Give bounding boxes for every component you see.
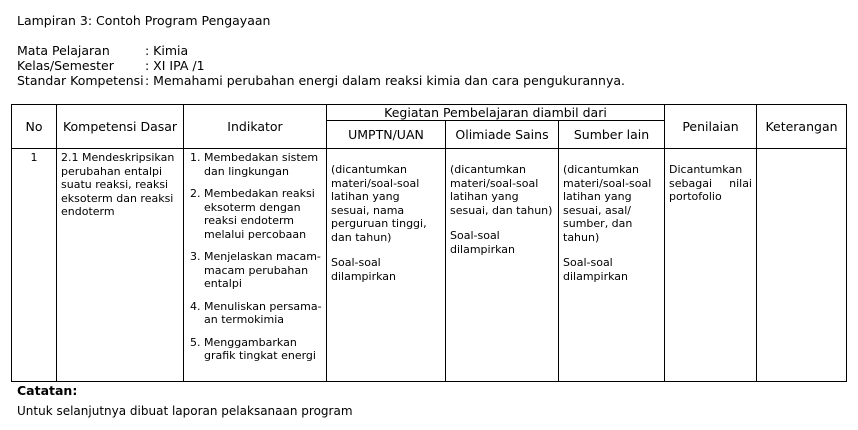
- meta-label: Standar Kompetensi: [17, 73, 144, 88]
- cell-text: (dicantumkan materi/soal-soal latihan yang sesuai, asal/ sumber, dan tahun): [563, 163, 652, 244]
- header-no: No: [12, 105, 57, 149]
- header-sumber: Sumber lain: [559, 121, 665, 149]
- cell-text: Soal-soal dilampirkan: [331, 256, 397, 283]
- cell-text: (dicantumkan materi/soal-soal latihan yang sesuai, nama perguruan tinggi, dan tahun): [331, 163, 427, 244]
- list-item: 2. Membedakan reaksi eksoterm dengan reaksi endoterm melalui percobaan: [204, 187, 322, 241]
- meta-row-standard: [17, 73, 625, 88]
- list-item: 3. Menjelaskan macam-macam perubahan entalpi: [204, 250, 322, 291]
- table-row: [12, 149, 847, 382]
- meta-value: : Kimia: [145, 43, 189, 58]
- cell-olimpiade: [446, 149, 559, 382]
- cell-indikator: [184, 149, 327, 382]
- document-title: Lampiran 3: Contoh Program Pengayaan: [17, 13, 271, 28]
- indikator-list: [188, 151, 322, 363]
- cell-sumber: [559, 149, 665, 382]
- meta-value: : XI IPA /1: [145, 58, 205, 73]
- meta-label: Kelas/Semester: [17, 58, 114, 73]
- header-olimpiade: Olimiade Sains: [446, 121, 559, 149]
- cell-text: (dicantumkan materi/soal-soal latihan yang sesuai, dan tahun): [450, 163, 553, 217]
- meta-label: Mata Pelajaran: [17, 43, 110, 58]
- cell-text: Soal-soal dilampirkan: [450, 229, 516, 256]
- meta-row-subject: [17, 43, 625, 58]
- cell-text: Soal-soal dilampirkan: [563, 256, 629, 283]
- cell-keterangan: [757, 149, 847, 382]
- header-kompetensi: Kompetensi Dasar: [57, 105, 184, 149]
- list-item: 1. Membedakan sistem dan lingkungan: [204, 151, 322, 178]
- cell-kompetensi: 2.1 Mendeskripsikan perubahan entalpi suatu reaksi, reaksi eksoterm dan reaksi endoterm: [57, 149, 184, 382]
- header-keterangan: Keterangan: [757, 105, 847, 149]
- meta-row-class: [17, 58, 625, 73]
- cell-penilaian: Dicantumkan sebagai nilai portofolio: [665, 149, 757, 382]
- list-item: 5. Menggambarkan grafik tingkat energi: [204, 336, 322, 363]
- header-indikator: Indikator: [184, 105, 327, 149]
- note-text: Untuk selanjutnya dibuat laporan pelaksanaan program: [17, 404, 353, 418]
- cell-no: 1: [12, 149, 57, 382]
- enrichment-table: [11, 104, 847, 382]
- cell-umptn: [327, 149, 446, 382]
- meta-block: [17, 43, 625, 88]
- header-penilaian: Penilaian: [665, 105, 757, 149]
- list-item: 4. Menuliskan persama-an termokimia: [204, 300, 322, 327]
- header-umptn: UMPTN/UAN: [327, 121, 446, 149]
- meta-value: : Memahami perubahan energi dalam reaksi kimia dan cara pengukurannya.: [145, 73, 625, 88]
- note-heading: Catatan:: [17, 383, 78, 398]
- header-kegiatan: Kegiatan Pembelajaran diambil dari: [327, 105, 665, 121]
